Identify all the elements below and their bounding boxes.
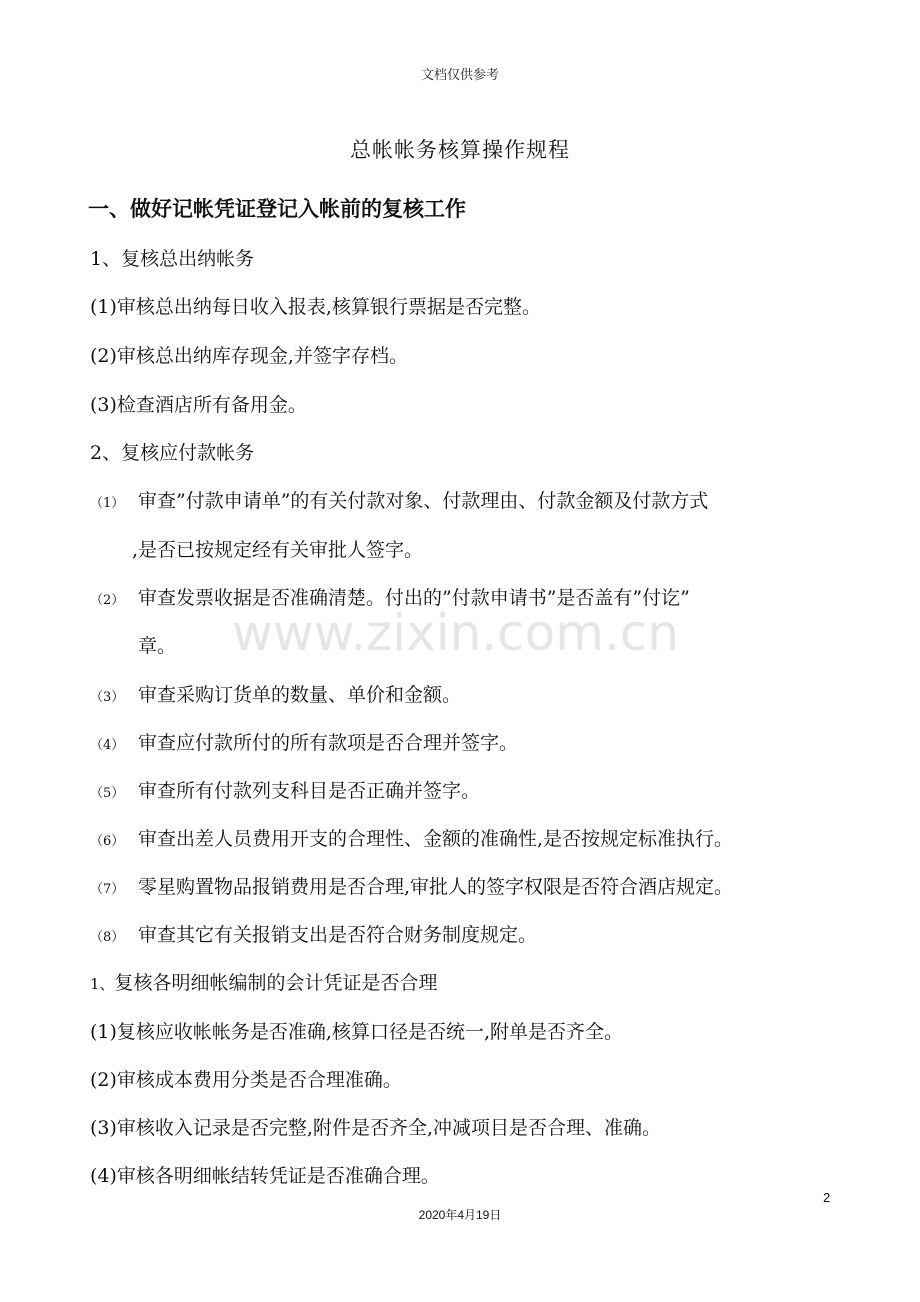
list-item: (1)审核总出纳每日收入报表,核算银行票据是否完整。	[90, 296, 541, 318]
item-number: （8）	[90, 930, 125, 945]
list-item	[90, 680, 461, 707]
section-heading: 一、做好记帐凭证登记入帐前的复核工作	[88, 196, 466, 221]
subsection-title-1: 1、复核总出纳帐务	[90, 248, 255, 270]
list-item	[90, 824, 733, 851]
item-text: 零星购置物品报销费用是否合理,审批人的签字权限是否符合酒店规定。	[138, 876, 734, 898]
subsection-title-2: 2、复核应付款帐务	[90, 442, 255, 464]
item-text: 审查所有付款列支科目是否正确并签字。	[138, 780, 481, 802]
list-item	[90, 486, 708, 513]
list-item	[90, 728, 518, 755]
item-number: （3）	[90, 690, 125, 705]
item-text: 审查出差人员费用开支的合理性、金额的准确性,是否按规定标准执行。	[138, 828, 734, 850]
list-item: (4)审核各明细帐结转凭证是否准确合理。	[90, 1165, 440, 1187]
item-number: （7）	[90, 882, 125, 897]
item-continuation: 章。	[138, 635, 177, 657]
subsection-title-3	[90, 968, 438, 995]
item-number: （4）	[90, 738, 125, 753]
list-item	[90, 920, 537, 947]
item-number: （2）	[90, 593, 125, 608]
item-number: （1）	[90, 496, 125, 511]
document-title: 总帐帐务核算操作规程	[350, 138, 570, 162]
watermark: www.zixin.com.cn	[232, 604, 680, 662]
page-number: 2	[823, 1190, 831, 1205]
list-item: (1)复核应收帐帐务是否准确,核算口径是否统一,附单是否齐全。	[90, 1021, 623, 1043]
item-number: （6）	[90, 834, 125, 849]
subsection-number: 1、	[90, 975, 115, 993]
item-number: （5）	[90, 786, 125, 801]
list-item	[90, 776, 480, 803]
item-text: 审查”付款申请单”的有关付款对象、付款理由、付款金额及付款方式	[138, 490, 709, 512]
item-text: 审查应付款所付的所有款项是否合理并签字。	[138, 732, 519, 754]
footer-date: 2020年4月19日	[418, 1208, 502, 1222]
list-item: (2)审核总出纳库存现金,并签字存档。	[90, 345, 408, 367]
list-item: (2)审核成本费用分类是否合理准确。	[90, 1069, 402, 1091]
list-item	[90, 872, 733, 899]
list-item: (3)检查酒店所有备用金。	[90, 394, 307, 416]
document-header: 文档仅供参考	[420, 68, 499, 83]
item-continuation: ,是否已按规定经有关审批人签字。	[132, 539, 424, 561]
item-text: 审查发票收据是否准确清楚。付出的”付款申请书”是否盖有”付讫”	[138, 587, 690, 609]
subsection-title-text: 复核各明细帐编制的会计凭证是否合理	[114, 972, 438, 994]
list-item: (3)审核收入记录是否完整,附件是否齐全,冲减项目是否合理、准确。	[90, 1117, 661, 1139]
item-text: 审查采购订货单的数量、单价和金额。	[138, 684, 462, 706]
item-text: 审查其它有关报销支出是否符合财务制度规定。	[138, 924, 538, 946]
